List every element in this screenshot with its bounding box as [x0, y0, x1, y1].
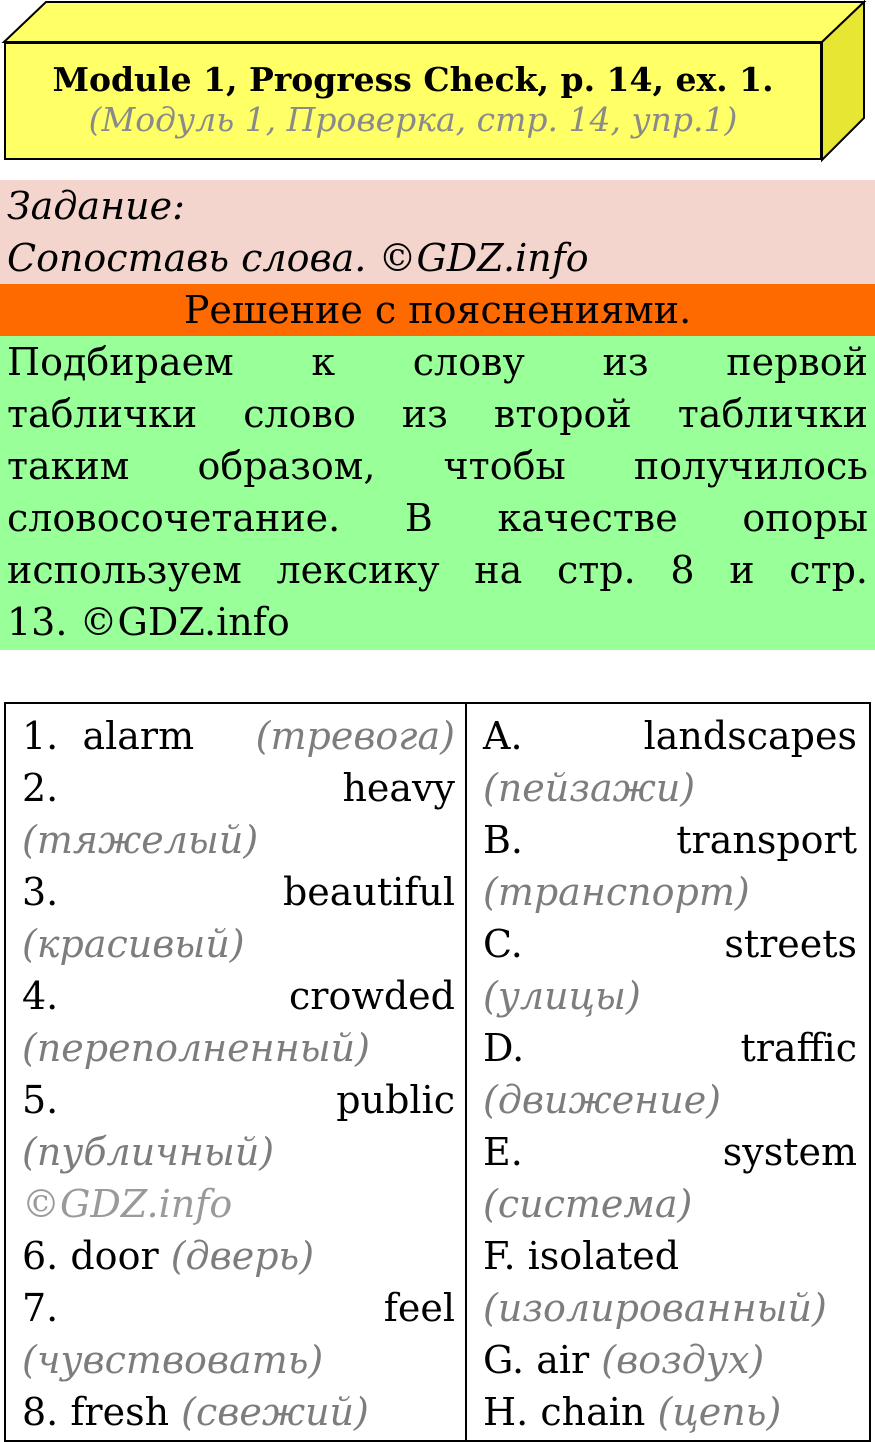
- item-letter: H.: [483, 1390, 529, 1434]
- item-letter: G.: [483, 1338, 525, 1382]
- item-letter: F.: [483, 1234, 516, 1278]
- matching-table: [4, 702, 871, 1442]
- explanation-line: таблички слово из второй таблички: [7, 392, 868, 436]
- task-label: Задание:: [7, 184, 185, 228]
- table-row: [22, 1074, 455, 1126]
- header-box: [4, 42, 822, 160]
- item-word: air: [536, 1338, 590, 1382]
- item-translation: (тяжелый): [22, 818, 259, 862]
- table-row: [22, 866, 455, 918]
- explanation-line: словосочетание. В качестве опоры: [7, 496, 868, 540]
- item-word: streets: [724, 922, 857, 966]
- item-word: fresh: [70, 1390, 170, 1434]
- item-translation: (воздух): [601, 1338, 765, 1382]
- table-row: [22, 970, 455, 1022]
- watermark-text: ©GDZ.info: [22, 1182, 233, 1226]
- table-row: [483, 918, 857, 970]
- explanation-line: 13. ©GDZ.info: [7, 600, 290, 644]
- explanation-line: Подбираем к слову из первой: [7, 340, 868, 384]
- explanation-line: используем лексику на стр. 8 и стр.: [7, 548, 868, 592]
- item-translation: (система): [483, 1182, 693, 1226]
- task-text: Сопоставь слова. ©GDZ.info: [7, 236, 589, 280]
- item-translation: (свежий): [181, 1390, 369, 1434]
- item-translation: (тревога): [255, 714, 455, 758]
- item-translation: (дверь): [170, 1234, 315, 1278]
- item-translation: (чувствовать): [22, 1338, 324, 1382]
- item-number: 1.: [22, 714, 59, 758]
- item-translation: (публичный): [22, 1130, 275, 1174]
- item-number: 2.: [22, 766, 59, 810]
- item-letter: D.: [483, 1026, 525, 1070]
- item-letter: A.: [483, 714, 523, 758]
- item-word: transport: [676, 818, 857, 862]
- item-word: public: [336, 1078, 455, 1122]
- item-word: heavy: [342, 766, 455, 810]
- item-letter: E.: [483, 1130, 523, 1174]
- item-word: crowded: [289, 974, 455, 1018]
- item-word: traffic: [740, 1026, 857, 1070]
- table-row: [22, 1230, 455, 1282]
- item-number: 3.: [22, 870, 59, 914]
- item-translation: (улицы): [483, 974, 641, 1018]
- words-column-right: [467, 704, 869, 1440]
- item-letter: C.: [483, 922, 523, 966]
- table-row: [483, 1334, 857, 1386]
- table-row: [483, 1022, 857, 1074]
- page-title: Module 1, Progress Check, p. 14, ex. 1.: [52, 60, 774, 99]
- table-row: [22, 762, 455, 814]
- explanation-line: таким образом, чтобы получилось: [7, 444, 868, 488]
- item-word: isolated: [527, 1234, 680, 1278]
- page-subtitle: (Модуль 1, Проверка, стр. 14, упр.1): [88, 100, 738, 139]
- item-word: chain: [540, 1390, 646, 1434]
- item-letter: B.: [483, 818, 524, 862]
- item-translation: (транспорт): [483, 870, 750, 914]
- item-number: 4.: [22, 974, 59, 1018]
- item-word: door: [70, 1234, 159, 1278]
- table-row: [483, 1126, 857, 1178]
- item-number: 8.: [22, 1390, 59, 1434]
- item-word: system: [722, 1130, 857, 1174]
- table-row: [22, 710, 455, 762]
- item-word: beautiful: [282, 870, 455, 914]
- table-row: [483, 1386, 857, 1438]
- item-number: 5.: [22, 1078, 59, 1122]
- table-row: [483, 814, 857, 866]
- table-row: [483, 1230, 857, 1282]
- task-block: [0, 180, 875, 284]
- item-translation: (изолированный): [483, 1286, 827, 1330]
- solution-heading: Решение с пояснениями.: [0, 284, 875, 336]
- table-row: [22, 1282, 455, 1334]
- table-row: [483, 710, 857, 762]
- item-word: alarm: [82, 714, 195, 758]
- item-number: 7.: [22, 1286, 59, 1330]
- item-translation: (движение): [483, 1078, 722, 1122]
- item-word: feel: [383, 1286, 455, 1330]
- explanation-block: [0, 336, 875, 650]
- table-row: [22, 1386, 455, 1438]
- item-translation: (красивый): [22, 922, 245, 966]
- item-number: 6.: [22, 1234, 59, 1278]
- item-translation: (цепь): [657, 1390, 782, 1434]
- item-translation: (пейзажи): [483, 766, 696, 810]
- words-column-left: [6, 704, 467, 1440]
- item-word: landscapes: [643, 714, 857, 758]
- item-translation: (переполненный): [22, 1026, 370, 1070]
